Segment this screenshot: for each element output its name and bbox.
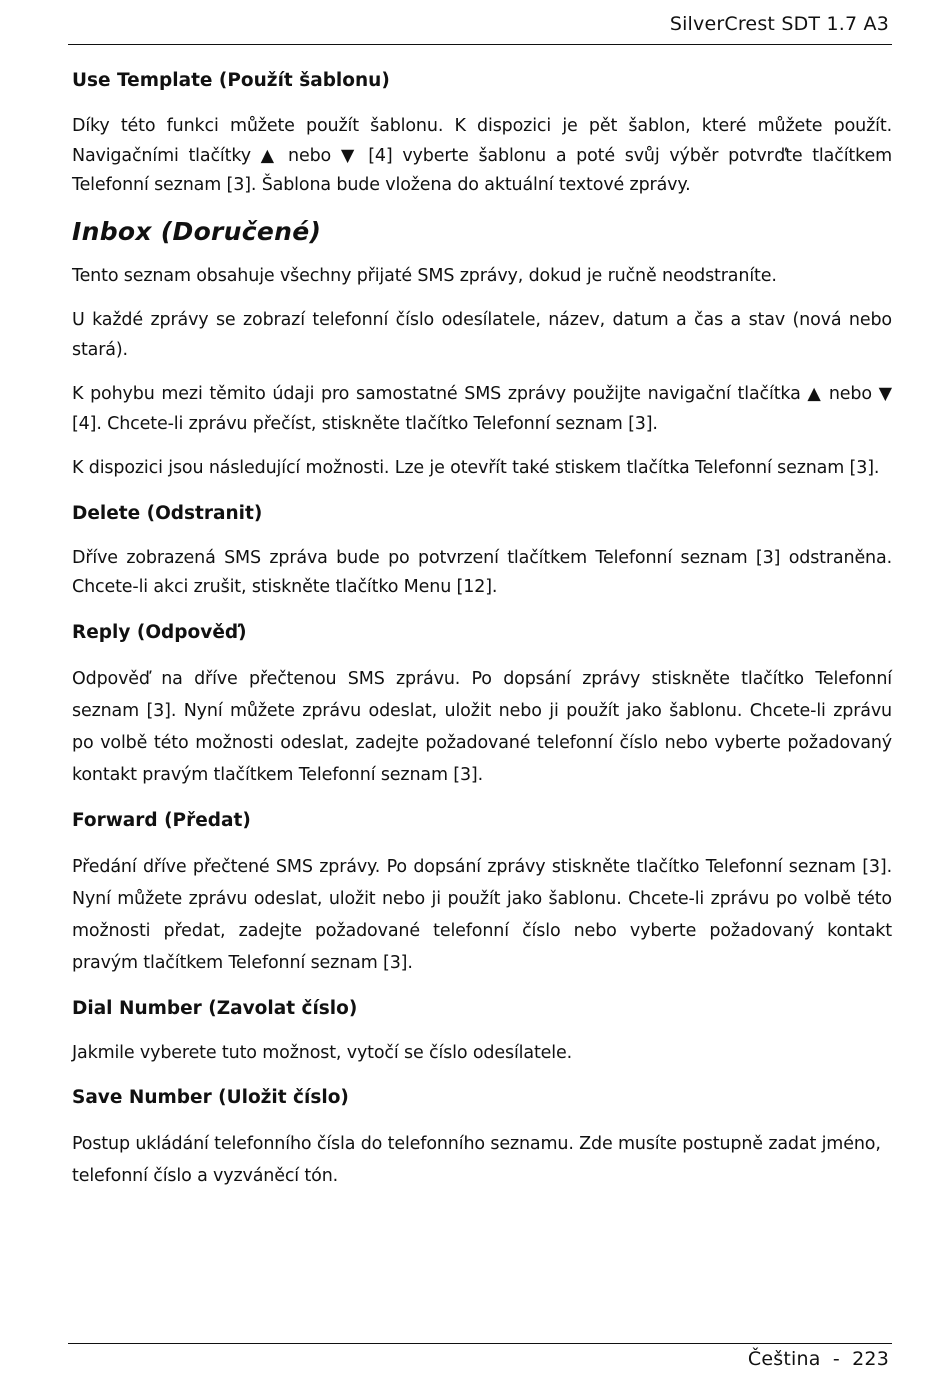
- reply-body: Odpověď na dříve přečtenou SMS zprávu. Po dopsání zprávy stiskněte tlačítko Telefonní seznam [3]. Nyní můžete zprávu odeslat, uložit nebo ji použít jako šablonu. Chcete-li zprávu po volbě této možnosti odeslat, zadejte požadované telefonní číslo nebo vyberte požadovaný kontakt pravým tlačítkem Telefonní seznam [3].: [72, 668, 892, 785]
- delete-heading: Delete (Odstranit): [72, 502, 263, 524]
- forward-body: Předání dříve přečtené SMS zprávy. Po dopsání zprávy stiskněte tlačítko Telefonní seznam [3]. Nyní můžete zprávu odeslat, uložit nebo ji použít jako šablonu. Chcete-li zprávu po volbě této možnosti předat, zadejte požadované telefonní číslo nebo vyberte požadovaný kontakt pravým tlačítkem Telefonní seznam [3].: [72, 856, 892, 973]
- footer-divider: [68, 1343, 892, 1344]
- footer-separator: -: [832, 1348, 840, 1370]
- page-content: [72, 66, 892, 1192]
- reply-heading: Reply (Odpověď): [72, 621, 247, 643]
- footer-language: Čeština: [747, 1348, 821, 1370]
- use-template-body: Díky této funkci můžete použít šablonu. K dispozici je pět šablon, které můžete použít. Navigačními tlačítky ▲ nebo ▼ [4] vyberte šablonu a poté svůj výběr potvrďte tlačítkem Telefonní seznam [3]. Šablona bude vložena do aktuální textové zprávy.: [72, 116, 892, 195]
- forward-heading: Forward (Předat): [72, 809, 251, 831]
- dial-number-heading: Dial Number (Zavolat číslo): [72, 997, 358, 1019]
- page-number: 223: [852, 1348, 889, 1370]
- inbox-paragraph-3: K pohybu mezi těmito údaji pro samostatné SMS zprávy použijte navigační tlačítka ▲ nebo ▼ [4]. Chcete-li zprávu přečíst, stiskněte tlačítko Telefonní seznam [3].: [72, 384, 892, 434]
- inbox-paragraph-2: U každé zprávy se zobrazí telefonní číslo odesílatele, název, datum a čas a stav (nová nebo stará).: [72, 310, 892, 360]
- use-template-heading: Use Template (Použít šablonu): [72, 70, 390, 91]
- dial-number-body: Jakmile vyberete tuto možnost, vytočí se číslo odesílatele.: [72, 1042, 573, 1063]
- delete-body: Dříve zobrazená SMS zpráva bude po potvrzení tlačítkem Telefonní seznam [3] odstraněna. Chcete-li akci zrušit, stiskněte tlačítko Menu [12].: [72, 547, 892, 597]
- header-divider: [68, 44, 892, 45]
- inbox-heading: Inbox (Doručené): [72, 216, 322, 246]
- inbox-paragraph-4: K dispozici jsou následující možnosti. Lze je otevřít také stiskem tlačítka Telefonní seznam [3].: [72, 458, 880, 478]
- page-footer: [748, 1348, 889, 1370]
- inbox-paragraph-1: Tento seznam obsahuje všechny přijaté SMS zprávy, dokud je ručně neodstraníte.: [72, 265, 777, 286]
- page-header-title: SilverCrest SDT 1.7 A3: [669, 13, 889, 35]
- save-number-body: Postup ukládání telefonního čísla do telefonního seznamu. Zde musíte postupně zadat jméno, telefonní číslo a vyzváněcí tón.: [72, 1134, 881, 1186]
- save-number-heading: Save Number (Uložit číslo): [72, 1087, 349, 1108]
